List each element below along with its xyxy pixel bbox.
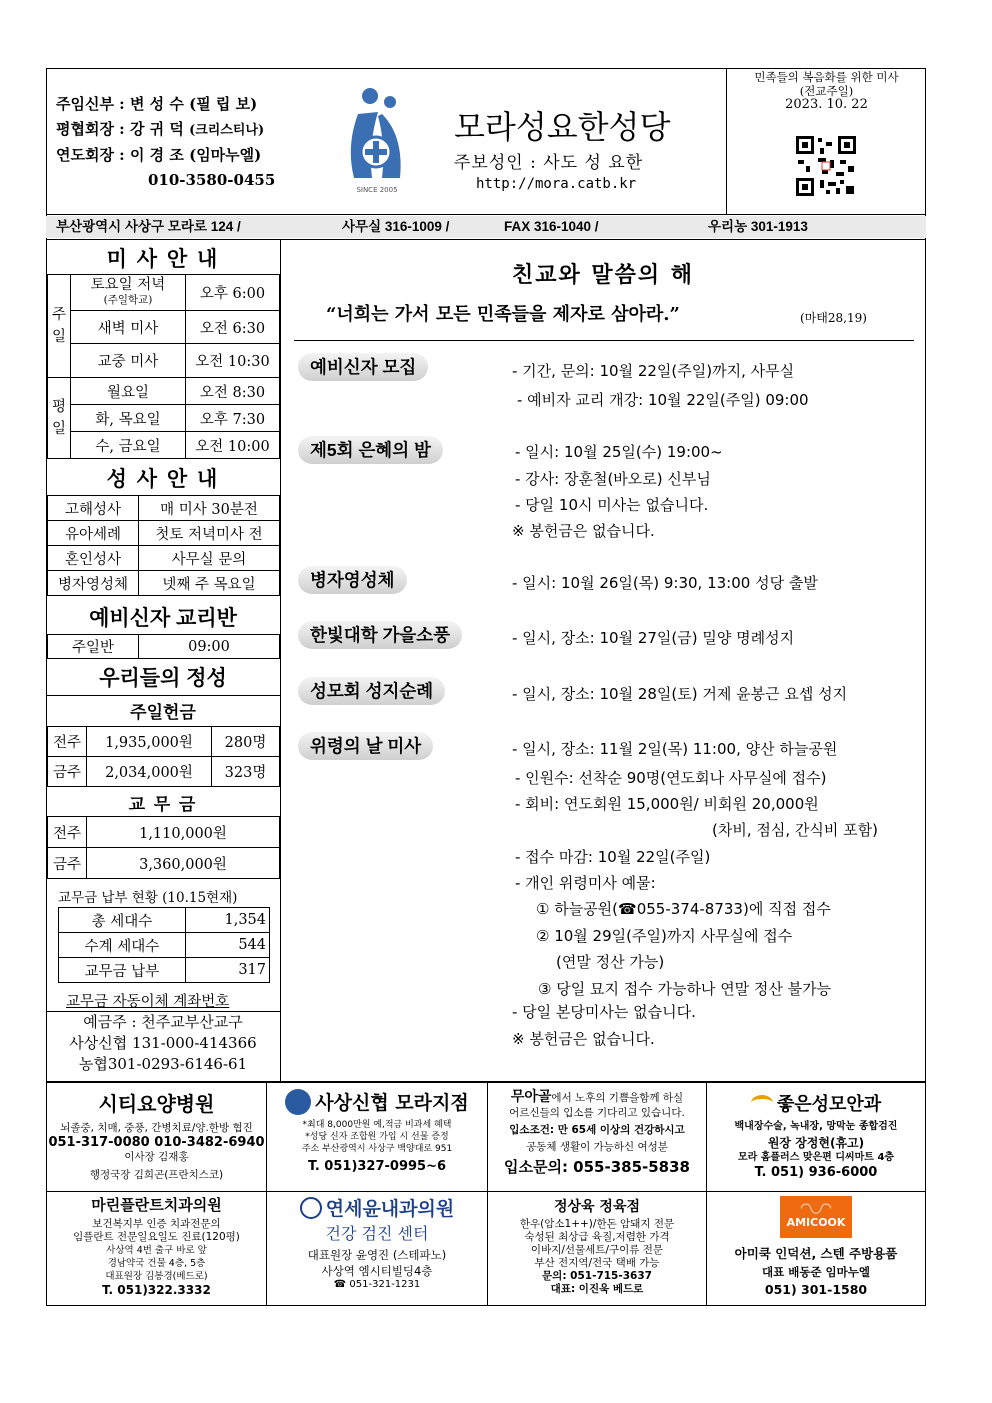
status-label: 총 세대수 — [59, 908, 186, 933]
ad-line: 한우(암소1++)/한돈 암돼지 전문 — [519, 1218, 675, 1230]
section-pill-pilgrimage: 성모회 성지순례 — [298, 677, 445, 705]
catechumen-time: 09:00 — [139, 635, 280, 659]
ad-line: 이바지/선물세트/구이류 전문 — [530, 1244, 664, 1256]
wed-fri-mass-time: 오전 10:00 — [186, 432, 280, 459]
section-pill-sick-communion: 병자영성체 — [298, 566, 407, 594]
status-value: 317 — [186, 958, 270, 983]
pastor-name: (필 립 보) — [189, 95, 258, 113]
offering-amount: 1,935,000원 — [87, 727, 212, 757]
ad-title: 마린플란트치과의원 — [91, 1196, 222, 1214]
ad-line: 대표: 이진욱 베드로 — [550, 1283, 644, 1295]
mass-intention — [727, 70, 926, 112]
weekday-label: 평 일 — [48, 378, 71, 459]
sunday-offering-title: 주일헌금 — [130, 703, 196, 722]
sacrament-name: 유아세례 — [48, 521, 139, 546]
year-theme-title: 친교와 말씀의 해 — [511, 262, 695, 288]
ad-line: 에서 노후의 기쁨을함께 하실 — [551, 1092, 684, 1104]
header — [46, 68, 926, 214]
sacrament-table — [47, 495, 280, 596]
section-line: - 일시, 장소: 10월 27일(금) 밀양 명례성지 — [512, 629, 795, 647]
sacrament-name: 병자영성체 — [48, 571, 139, 596]
dawn-mass-time: 오전 6:30 — [186, 311, 280, 344]
section-pill-grace-night: 제5회 은혜의 밤 — [298, 436, 443, 464]
ad-butcher — [488, 1196, 706, 1296]
pastor-label: 주임신부 : 변 성 수 — [56, 95, 184, 113]
section-line: - 개인 위령미사 예물: — [515, 874, 656, 892]
mass-schedule-table — [47, 274, 280, 459]
ad-line: 경남약국 건물 4층, 5층 — [107, 1258, 206, 1269]
ad-phone: 입소문의: 055-385-5838 — [503, 1158, 690, 1176]
ad-line: *성당 신자 조합원 가입 시 선물 증정 — [305, 1132, 449, 1142]
eye-clinic-logo-icon — [751, 1095, 773, 1111]
ad-line: 부산 전지역/전국 택배 가능 — [534, 1257, 660, 1269]
offering-count: 280명 — [212, 727, 280, 757]
section-pill-all-souls-mass: 위령의 날 미사 — [298, 732, 433, 760]
main-mass-time: 오전 10:30 — [186, 344, 280, 378]
uri-phone: 우리농 301-1913 — [708, 219, 808, 234]
logo-figure-icon — [338, 86, 416, 198]
section-line: - 예비자 교리 개강: 10월 22일(주일) 09:00 — [517, 391, 809, 409]
ad-subtitle: 건강 검진 센터 — [325, 1224, 429, 1243]
dues-table — [47, 816, 280, 879]
ad-line: 원장 장정현(휴고) — [767, 1136, 865, 1150]
ad-line: 뇌졸중, 치매, 중풍, 간병치료/양.한방 협진 — [60, 1122, 253, 1134]
sacrament-name: 혼인성사 — [48, 546, 139, 571]
ad-line: 주소 부산광역시 사상구 백양대로 951 — [301, 1144, 453, 1154]
amicook-logo-icon: ◠◡◠ — [801, 1201, 831, 1216]
quote-reference: (마태28,19) — [800, 311, 867, 325]
clinic-logo-icon — [300, 1197, 322, 1219]
ad-line: 입소조건: 만 65세 이상의 건강하시고 — [509, 1124, 685, 1136]
section-line: ※ 봉헌금은 없습니다. — [512, 522, 655, 540]
ad-line: 보건복지부 인증 치과전문의 — [92, 1218, 221, 1230]
offering-label: 전주 — [48, 727, 87, 757]
dues-status-table — [58, 907, 270, 983]
offering-amount: 2,034,000원 — [87, 757, 212, 787]
ad-line: 공동체 생활이 가능하신 여성분 — [526, 1141, 668, 1153]
account-holder: 예금주 : 천주교부산교구 — [83, 1013, 243, 1031]
sacrament-name: 고해성사 — [48, 496, 139, 521]
catechumen-class: 주일반 — [48, 635, 139, 659]
ad-internal-clinic — [267, 1194, 487, 1290]
office-phone: 사무실 316-1009 / — [342, 219, 450, 234]
ad-line: 어르신들의 입소를 기다리고 있습니다. — [509, 1107, 685, 1119]
dues-amount: 3,360,000원 — [87, 848, 280, 879]
staff-info — [56, 92, 306, 193]
fax-number: FAX 316-1040 / — [504, 219, 599, 234]
church-logo — [338, 86, 416, 198]
ad-amicook — [707, 1196, 925, 1297]
status-value: 544 — [186, 933, 270, 958]
account-title: 교무금 자동이체 계좌번호 — [66, 994, 230, 1010]
dues-label: 전주 — [48, 817, 87, 848]
ad-line: 아미쿡 인덕션, 스텐 주방용품 — [734, 1246, 898, 1261]
ad-title: 시티요양병원 — [98, 1092, 215, 1116]
sunday-label: 주 일 — [48, 275, 71, 378]
ad-dental — [47, 1194, 266, 1297]
status-value: 1,354 — [186, 908, 270, 933]
ad-line: 숙성된 최상급 육질,저렴한 가격 — [524, 1231, 670, 1243]
section-line: ※ 봉헌금은 없습니다. — [512, 1030, 655, 1048]
sacrament-value: 사무실 문의 — [139, 546, 280, 571]
offering-title: 우리들의 정성 — [99, 667, 227, 690]
dues-amount: 1,110,000원 — [87, 817, 280, 848]
ad-line: 사상역 4번 출구 바로 앞 — [106, 1245, 207, 1256]
section-line: ② 10월 29일(주일)까지 사무실에 접수 — [536, 927, 793, 945]
ad-title: 사상신협 모라지점 — [315, 1092, 469, 1114]
section-line: - 강사: 장훈철(바오로) 신부님 — [515, 470, 711, 488]
qr-code-icon[interactable] — [796, 136, 856, 196]
sat-mass-time: 오후 6:00 — [186, 275, 280, 311]
church-url[interactable]: http://mora.catb.kr — [476, 176, 637, 192]
mass-title: 민족들의 복음화를 위한 미사 — [754, 70, 899, 84]
church-name: 모라성요한성당 — [454, 108, 671, 146]
ad-line: 백내장수술, 녹내장, 망막눈 종합검진 — [734, 1121, 898, 1132]
sat-mass-name: 토요일 저녁 — [90, 276, 166, 293]
status-label: 교무금 납부 — [59, 958, 186, 983]
dues-status-title: 교무금 납부 현황 (10.15현재) — [58, 890, 238, 906]
section-line: - 일시, 장소: 11월 2일(목) 11:00, 양산 하늘공원 — [512, 740, 838, 758]
ad-phone: T. 051) 936-6000 — [754, 1165, 878, 1180]
ad-phone: T. 051)327-0995~6 — [307, 1159, 447, 1174]
ad-line: 대표 배동준 임마누엘 — [762, 1265, 870, 1279]
section-line: - 당일 본당미사는 없습니다. — [512, 1003, 696, 1021]
ad-city-hospital — [47, 1088, 266, 1182]
bulletin-date: 2023. 10. 22 — [785, 97, 868, 112]
ad-title: 연세윤내과의원 — [325, 1198, 455, 1220]
tue-thu-mass-time: 오후 7:30 — [186, 405, 280, 432]
ad-phone: 051-321-1231 — [349, 1279, 421, 1290]
wed-fri-mass-name: 수, 금요일 — [71, 432, 186, 459]
section-line: - 접수 마감: 10월 22일(주일) — [515, 848, 711, 866]
logo-since: SINCE 2005 — [356, 186, 398, 194]
sacrament-value: 넷째 주 목요일 — [139, 571, 280, 596]
main-mass-name: 교중 미사 — [71, 344, 186, 378]
ad-line: 대표원장 김봉경(베드로) — [105, 1271, 208, 1282]
ad-line: 대표원장 윤영진 (스테파노) — [307, 1248, 447, 1262]
section-line: - 일시: 10월 26일(목) 9:30, 13:00 성당 출발 — [512, 574, 818, 592]
ad-line: *최대 8,000만원 예,적금 비과세 혜택 — [302, 1120, 452, 1130]
phone-icon: ☎ — [333, 1279, 347, 1290]
section-line: (연말 정산 가능) — [556, 953, 665, 971]
section-line: ③ 당일 묘지 접수 가능하나 연말 정산 불가능 — [538, 980, 832, 998]
section-line: (차비, 점심, 간식비 포함) — [712, 821, 878, 839]
account-info — [47, 1012, 279, 1075]
section-line: - 일시, 장소: 10월 28일(토) 거제 윤봉근 요셉 성지 — [512, 685, 848, 703]
council-name: (크리스티나) — [189, 123, 265, 138]
patron-saint: 주보성인 : 사도 성 요한 — [454, 153, 644, 173]
account-shinhyup: 사상신협 131-000-414366 — [69, 1034, 257, 1052]
amicook-logo — [780, 1196, 852, 1238]
shinhyup-logo-icon — [285, 1089, 311, 1115]
theme-quote: “너희는 가서 모든 민족들을 제자로 삼아라.” — [326, 304, 680, 325]
ad-line: 사상역 엠시티빌딩4층 — [321, 1264, 433, 1278]
dawn-mass-name: 새벽 미사 — [71, 311, 186, 344]
sacrament-value: 첫토 저녁미사 전 — [139, 521, 280, 546]
section-pill-autumn-picnic: 한빛대학 가을소풍 — [298, 621, 462, 649]
catechumen-title: 예비신자 교리반 — [89, 607, 237, 630]
section-line: - 일시: 10월 25일(수) 19:00~ — [515, 443, 723, 461]
dues-label: 금주 — [48, 848, 87, 879]
ad-title: 정상육 정육점 — [553, 1199, 641, 1215]
ad-title: 무아골 — [510, 1089, 552, 1105]
mon-mass-time: 오전 8:30 — [186, 378, 280, 405]
offering-count: 323명 — [212, 757, 280, 787]
requiem-label: 연도회장 : 이 경 조 — [56, 146, 184, 164]
ad-phone: T. 051)322.3332 — [102, 1283, 211, 1297]
mass-info-title: 미 사 안 내 — [106, 248, 220, 271]
sacrament-value: 매 미사 30분전 — [139, 496, 280, 521]
ad-phone: 051-317-0080 010-3482-6940 — [48, 1135, 265, 1150]
section-line: - 인원수: 선착순 90명(연도회나 사무실에 접수) — [515, 769, 827, 787]
requiem-phone: 010-3580-0455 — [148, 171, 276, 189]
section-line: ① 하늘공원(☎055-374-8733)에 직접 접수 — [536, 900, 831, 918]
ad-line: 모라 홈플러스 맞은편 디씨마트 4층 — [737, 1152, 895, 1163]
council-label: 평협회장 : 강 귀 덕 — [56, 120, 184, 138]
sunday-offering-table — [47, 726, 280, 787]
requiem-name: (임마누엘) — [189, 146, 262, 164]
catechumen-table — [47, 634, 280, 659]
ad-muagol — [488, 1090, 706, 1177]
ad-line: 행정국장 김희곤(프란치스코) — [89, 1169, 224, 1181]
ad-line: 이사장 김재홍 — [124, 1151, 189, 1163]
section-line: - 당일 10시 미사는 없습니다. — [515, 496, 709, 514]
offering-label: 금주 — [48, 757, 87, 787]
ad-phone: 문의: 051-715-3637 — [542, 1270, 652, 1282]
sat-mass-sub: (주일학교) — [103, 293, 153, 306]
ad-phone: 051) 301-1580 — [764, 1282, 868, 1297]
ad-eye-clinic — [707, 1090, 925, 1180]
section-line: - 회비: 연도회원 15,000원/ 비회원 20,000원 — [515, 795, 819, 813]
dues-title: 교 무 금 — [128, 795, 198, 814]
section-line: - 기간, 문의: 10월 22일(주일)까지, 사무실 — [512, 362, 795, 380]
section-pill-catechumen: 예비신자 모집 — [298, 353, 428, 381]
ad-title: 좋은성모안과 — [776, 1094, 882, 1115]
ad-shinhyup — [267, 1088, 487, 1174]
ad-line: 임플란트 전문일요일도 진료(120평) — [73, 1231, 240, 1243]
amicook-logo-text: AMICOOK — [786, 1216, 846, 1229]
mon-mass-name: 월요일 — [71, 378, 186, 405]
status-label: 수계 세대수 — [59, 933, 186, 958]
church-address: 부산광역시 사상구 모라로 124 / — [56, 219, 241, 234]
mass-sub: (전교주일) — [799, 84, 854, 98]
tue-thu-mass-name: 화, 목요일 — [71, 405, 186, 432]
address-bar — [46, 216, 926, 238]
sacrament-title: 성 사 안 내 — [106, 468, 220, 491]
account-nonghyup: 농협301-0293-6146-61 — [78, 1055, 248, 1073]
